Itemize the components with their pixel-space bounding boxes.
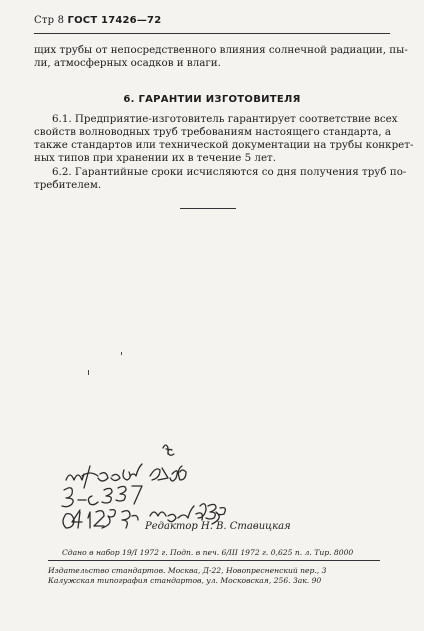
page-header xyxy=(34,15,161,26)
intro-paragraph xyxy=(34,44,408,70)
clause-6-1 xyxy=(34,113,414,165)
section-end-rule xyxy=(180,208,236,209)
text-line: требителем. xyxy=(34,179,102,191)
editor-credit: Редактор Н. В. Ставицкая xyxy=(145,521,291,532)
text-line: ных типов при хранении их в течение 5 лет. xyxy=(34,152,277,164)
header-rule xyxy=(34,33,390,34)
imprint-publisher-line: Издательство стандартов. Москва, Д-22, Новопресненский пер., 3 xyxy=(48,566,327,575)
imprint-printer-line: Калужская типография стандартов, ул. Московская, 256. Зак. 90 xyxy=(48,576,322,585)
print-speck xyxy=(88,370,89,375)
text-line: щих трубы от непосредственного влияния солнечной радиации, пы- xyxy=(34,44,408,56)
imprint-typeset-line: Сдано в набор 19/I 1972 г. Подп. в печ. 6/III 1972 г. 0,625 п. л. Тир. 8000 xyxy=(62,548,354,557)
text-line: также стандартов или технической документации на трубы конкрет- xyxy=(34,139,414,151)
page-number: Стр 8 xyxy=(34,15,65,26)
text-line: 6.1. Предприятие-изготовитель гарантирует соответствие всех xyxy=(52,113,398,125)
section-heading: 6. ГАРАНТИИ ИЗГОТОВИТЕЛЯ xyxy=(123,94,301,105)
clause-6-2 xyxy=(34,166,407,192)
imprint-rule xyxy=(48,560,380,561)
text-line: 6.2. Гарантийные сроки исчисляются со дня получения труб по- xyxy=(52,166,407,178)
print-speck xyxy=(121,352,122,355)
text-line: ли, атмосферных осадков и влаги. xyxy=(34,57,221,69)
standard-code: ГОСТ 17426—72 xyxy=(67,15,162,26)
text-line: свойств волноводных труб требованиям настоящего стандарта, а xyxy=(34,126,392,138)
